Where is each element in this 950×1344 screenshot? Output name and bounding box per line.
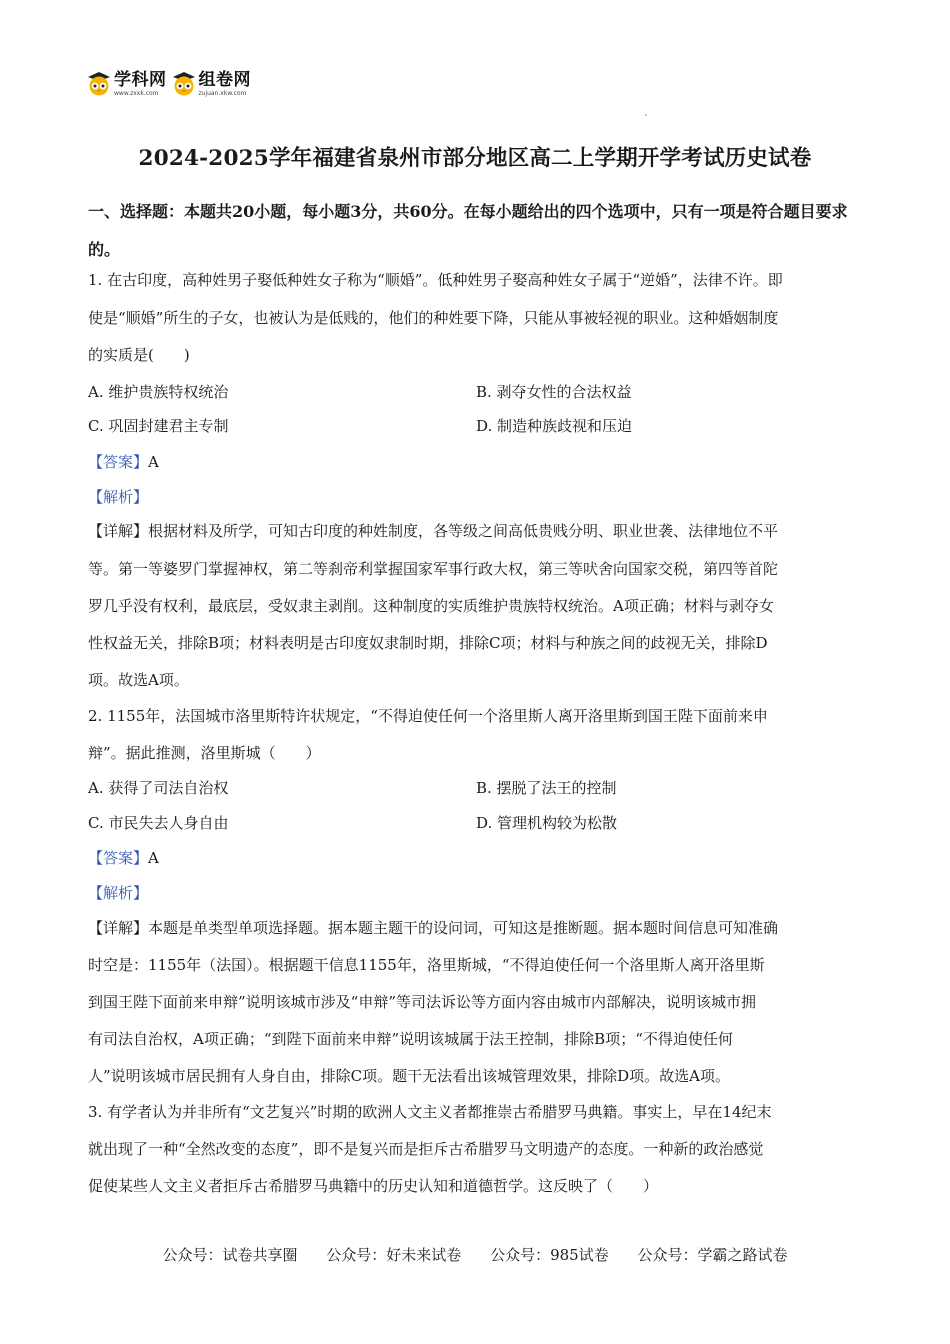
logo-url-1: www.zxxk.com bbox=[114, 90, 159, 97]
question-1-option-a: A. 维护贵族特权统治 bbox=[88, 383, 229, 401]
question-2-option-d: D. 管理机构较为松散 bbox=[476, 814, 618, 832]
exam-title: 2024-2025学年福建省泉州市部分地区高二上学期开学考试历史试卷 bbox=[138, 146, 812, 171]
logo-xuekewang[interactable] bbox=[86, 70, 167, 98]
footer-account: 公众号：好未来试卷 bbox=[326, 1246, 462, 1264]
question-2-detail-line bbox=[88, 918, 778, 938]
question-1-stem-line: 使是“顺婚”所生的子女，也被认为是低贱的，他们的种姓要下降，只能从事被轻视的职业。这种婚姻制度 bbox=[88, 309, 779, 327]
question-1-option-d: D. 制造种族歧视和压迫 bbox=[476, 417, 633, 435]
question-1-stem-line: 1. 在古印度，高种姓男子娶低种姓女子称为“顺婚”。低种姓男子娶高种姓女子属于“逆婚”，法律不许。即 bbox=[88, 271, 783, 289]
question-1-detail-line bbox=[88, 521, 778, 541]
footer-account: 公众号：985试卷 bbox=[490, 1246, 609, 1264]
analysis-tag: 【解析】 bbox=[88, 488, 149, 506]
detail-text: 本题是单类型单项选择题。据本题主题干的设问词，可知这是推断题。据本题时间信息可知准确 bbox=[148, 919, 779, 937]
question-2-detail-line: 人”说明该城市居民拥有人身自由，排除C项。题干无法看出该城管理效果，排除D项。故选A项。 bbox=[88, 1067, 731, 1085]
question-2-option-c: C. 市民失去人身自由 bbox=[88, 814, 229, 832]
footer-account: 公众号：学霸之路试卷 bbox=[637, 1246, 788, 1264]
question-2-option-b: B. 摆脱了法王的控制 bbox=[476, 779, 617, 797]
question-3-stem-line: 就出现了一种“全然改变的态度”，即不是复兴而是拒斥古希腊罗马文明遗产的态度。一种新的政治感觉 bbox=[88, 1140, 764, 1158]
logo-brand-1: 学科网 bbox=[114, 70, 167, 90]
decorative-dot bbox=[645, 114, 647, 116]
question-1-option-c: C. 巩固封建君主专制 bbox=[88, 417, 229, 435]
question-1-detail-line: 等。第一等婆罗门掌握神权，第二等刹帝利掌握国家军事行政大权，第三等吠舍向国家交税，第四等首陀 bbox=[88, 560, 779, 578]
page-footer bbox=[0, 1244, 950, 1265]
answer-tag: 【答案】 bbox=[88, 453, 149, 471]
owl-mascot-icon bbox=[171, 70, 197, 96]
logo-zujuanwang[interactable] bbox=[171, 70, 252, 98]
question-2-answer bbox=[88, 848, 159, 868]
detail-text: 根据材料及所学，可知古印度的种姓制度，各等级之间高低贵贱分明、职业世袭、法律地位不平 bbox=[148, 522, 779, 540]
question-1-option-b: B. 剥夺女性的合法权益 bbox=[476, 383, 632, 401]
question-1-answer bbox=[88, 452, 159, 472]
answer-tag: 【答案】 bbox=[88, 849, 149, 867]
analysis-tag: 【解析】 bbox=[88, 884, 149, 902]
question-3-stem-line: 促使某些人文主义者拒斥古希腊罗马典籍中的历史认知和道德哲学。这反映了（ ） bbox=[88, 1177, 659, 1195]
question-2-detail-line: 时空是：1155年（法国）。根据题干信息1155年，洛里斯城，“不得迫使任何一个洛里斯人离开洛里斯 bbox=[88, 956, 765, 974]
site-logo[interactable] bbox=[86, 70, 255, 104]
logo-url-2: zujuan.xkw.com bbox=[198, 90, 247, 97]
question-1-detail-line: 项。故选A项。 bbox=[88, 671, 189, 689]
question-3-stem-line: 3. 有学者认为并非所有“文艺复兴”时期的欧洲人文主义者都推崇古希腊罗马典籍。事实上，早在14纪末 bbox=[88, 1103, 772, 1121]
question-1-detail-line: 性权益无关，排除B项；材料表明是古印度奴隶制时期，排除C项；材料与种族之间的歧视无关，排除D bbox=[88, 634, 768, 652]
question-1-analysis bbox=[88, 487, 148, 507]
question-2-option-a: A. 获得了司法自治权 bbox=[88, 779, 229, 797]
footer-account: 公众号：试卷共享圈 bbox=[162, 1246, 298, 1264]
question-2-stem-line: 2. 1155年，法国城市洛里斯特许状规定，“不得迫使任何一个洛里斯人离开洛里斯到国王陛下面前来申 bbox=[88, 707, 768, 725]
detail-tag: 【详解】 bbox=[88, 919, 149, 937]
logo-brand-2: 组卷网 bbox=[198, 70, 251, 90]
answer-value: A bbox=[148, 849, 159, 867]
section-heading: 一、选择题：本题共20小题，每小题3分，共60分。在每小题给出的四个选项中，只有一项是符合题目要求的。 bbox=[88, 202, 848, 259]
question-2-analysis bbox=[88, 883, 148, 903]
question-1-stem-line: 的实质是( ) bbox=[88, 346, 190, 364]
question-2-detail-line: 到国王陛下面前来申辩”说明该城市涉及“申辩”等司法诉讼等方面内容由城市内部解决，说明该城市拥 bbox=[88, 993, 757, 1011]
detail-tag: 【详解】 bbox=[88, 522, 149, 540]
owl-mascot-icon bbox=[86, 70, 112, 96]
question-1-detail-line: 罗几乎没有权利，最底层，受奴隶主剥削。这种制度的实质维护贵族特权统治。A项正确；材料与剥夺女 bbox=[88, 597, 774, 615]
question-2-stem-line: 辩”。据此推测，洛里斯城（ ） bbox=[88, 744, 321, 762]
question-2-detail-line: 有司法自治权，A项正确；“到陛下面前来申辩”说明该城属于法王控制，排除B项；“不得迫使任何 bbox=[88, 1030, 733, 1048]
answer-value: A bbox=[148, 453, 159, 471]
